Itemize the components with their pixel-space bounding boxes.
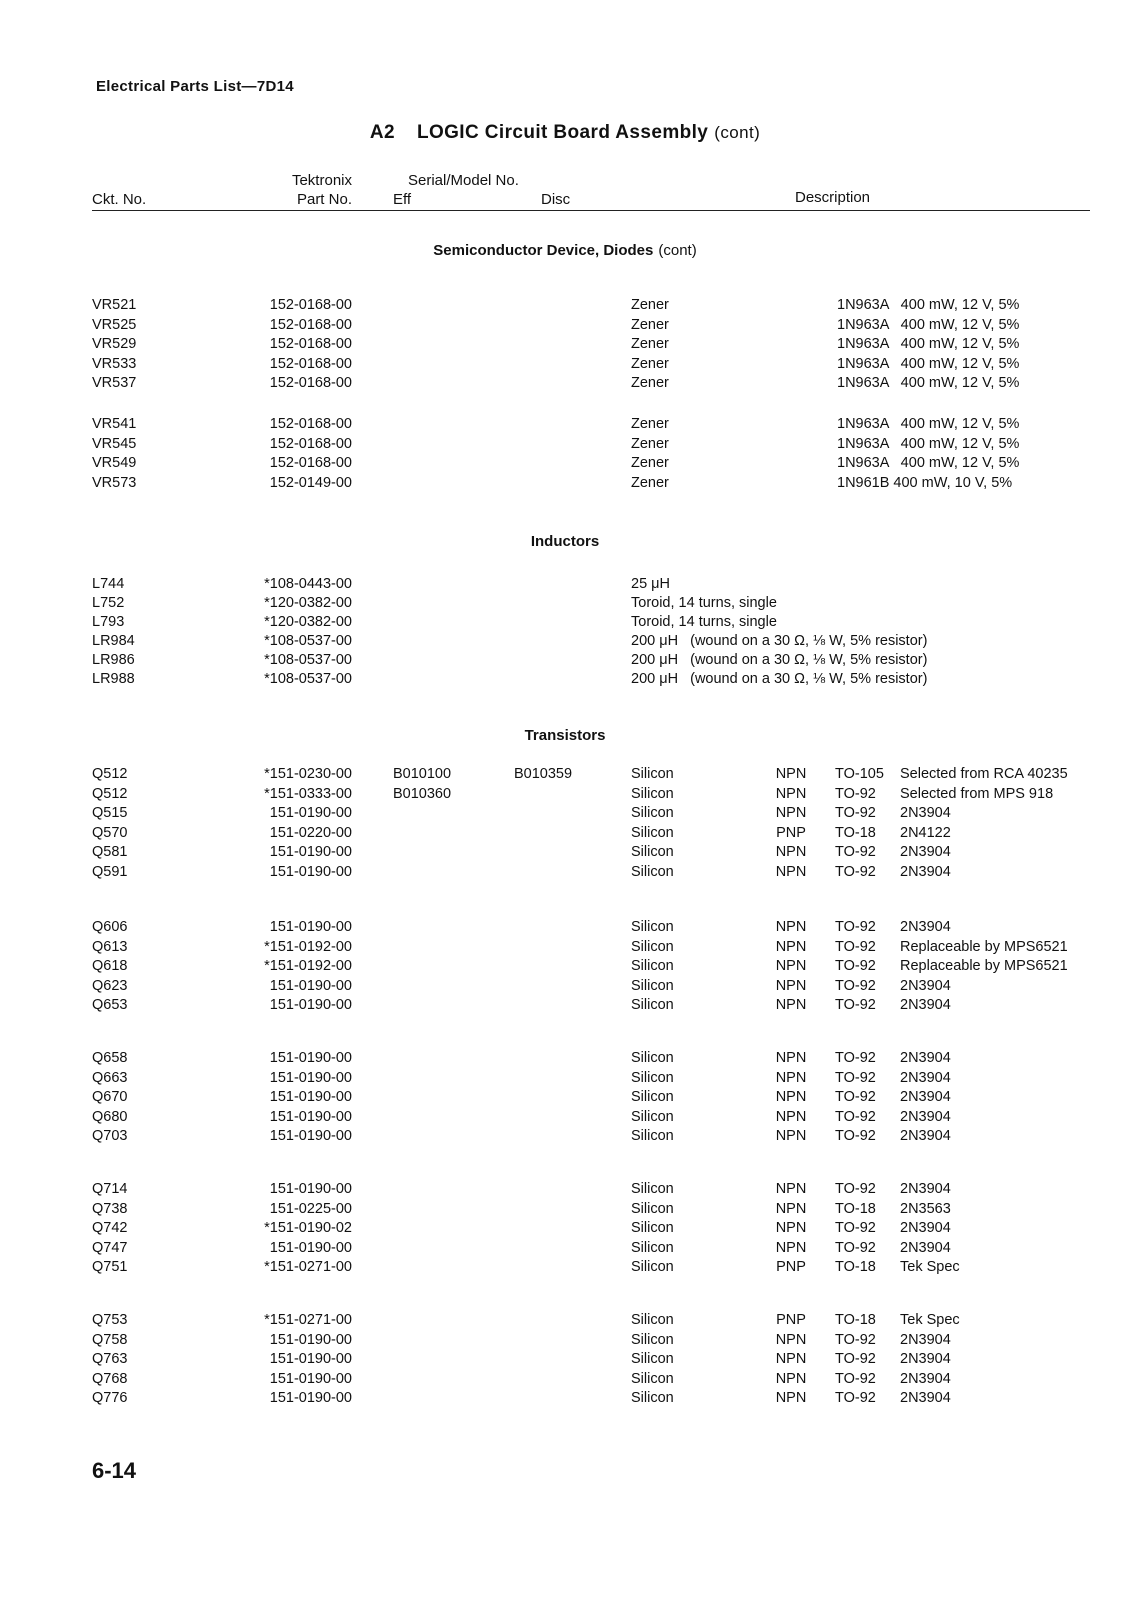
polarity: NPN <box>775 1050 807 1066</box>
part-number: 151-0190-00 <box>269 1128 352 1144</box>
part-number: 152-0168-00 <box>269 455 352 471</box>
ckt-number: Q512 <box>92 785 128 802</box>
device-type: Zener <box>631 297 669 313</box>
diodes-title-text: Semiconductor Device, Diodes <box>433 242 654 259</box>
part-number: 151-0190-00 <box>269 1069 352 1086</box>
part-number: 151-0190-00 <box>269 1370 352 1387</box>
transistor-description: Selected from RCA 40235 <box>900 766 1068 782</box>
polarity: NPN <box>775 805 807 821</box>
part-number: 151-0190-00 <box>269 1108 352 1125</box>
device-type: Zener <box>631 355 669 372</box>
ckt-number: Q606 <box>92 919 128 935</box>
ckt-number: L793 <box>92 614 125 630</box>
section-title-inductors: Inductors <box>530 533 600 550</box>
transistor-description: 2N3904 <box>900 1089 951 1105</box>
diode-row <box>0 373 1130 393</box>
inductor-row <box>0 669 1130 689</box>
ckt-number: VR549 <box>92 455 137 471</box>
material: Silicon <box>631 1370 674 1387</box>
ckt-number: Q512 <box>92 766 128 782</box>
col-header-tek-2: Part No. <box>296 191 352 208</box>
device-spec: 1N963A 400 mW, 12 V, 5% <box>837 336 1020 352</box>
transistor-row <box>0 1310 1130 1330</box>
polarity: NPN <box>775 766 807 782</box>
ckt-number: Q618 <box>92 958 128 974</box>
part-number: 152-0168-00 <box>269 435 352 452</box>
material: Silicon <box>631 938 674 955</box>
package: TO-92 <box>835 844 876 860</box>
ckt-number: Q613 <box>92 938 128 955</box>
part-number: *108-0443-00 <box>264 576 352 592</box>
ckt-number: VR545 <box>92 435 137 452</box>
transistor-description: 2N3904 <box>900 1331 951 1348</box>
package: TO-92 <box>835 1050 876 1066</box>
polarity: NPN <box>775 1069 807 1086</box>
ckt-number: Q742 <box>92 1220 128 1236</box>
diodes-title-cont: (cont) <box>658 242 697 259</box>
part-number: *151-0230-00 <box>264 766 352 782</box>
header-rule <box>92 210 1090 211</box>
transistor-description: Tek Spec <box>900 1259 960 1275</box>
ckt-number: Q591 <box>92 863 128 880</box>
material: Silicon <box>631 1089 674 1105</box>
device-spec: 1N963A 400 mW, 12 V, 5% <box>837 416 1020 432</box>
transistor-row <box>0 1048 1130 1068</box>
ckt-number: LR986 <box>92 652 135 668</box>
transistor-description: 2N3904 <box>900 997 951 1013</box>
transistor-row <box>0 803 1130 823</box>
diode-row <box>0 453 1130 473</box>
ckt-number: L752 <box>92 595 125 611</box>
part-number: 152-0168-00 <box>269 297 352 313</box>
package: TO-18 <box>835 1312 876 1328</box>
diode-row <box>0 334 1130 354</box>
inductor-row <box>0 631 1130 651</box>
ckt-number: L744 <box>92 576 125 592</box>
transistor-description: 2N3904 <box>900 844 951 860</box>
polarity: PNP <box>776 1259 806 1275</box>
serial-disc: B010359 <box>514 766 573 782</box>
material: Silicon <box>631 1200 674 1217</box>
ckt-number: Q751 <box>92 1259 128 1275</box>
transistor-description: 2N3904 <box>900 1220 951 1236</box>
transistor-row <box>0 823 1130 843</box>
part-number: 151-0190-00 <box>269 805 352 821</box>
transistor-description: 2N3904 <box>900 977 951 994</box>
ckt-number: LR984 <box>92 633 135 649</box>
package: TO-92 <box>835 863 876 880</box>
material: Silicon <box>631 1220 674 1236</box>
transistor-row <box>0 995 1130 1015</box>
package: TO-92 <box>835 1331 876 1348</box>
ckt-number: Q776 <box>92 1390 128 1406</box>
package: TO-92 <box>835 1089 876 1105</box>
material: Silicon <box>631 1331 674 1348</box>
part-number: *151-0192-00 <box>264 938 352 955</box>
device-type: Zener <box>631 435 669 452</box>
part-number: 152-0168-00 <box>269 316 352 333</box>
page-number: 6-14 <box>92 1458 137 1483</box>
serial-eff: B010360 <box>393 785 452 802</box>
inductor-row <box>0 593 1130 613</box>
package: TO-92 <box>835 1390 876 1406</box>
transistor-description: 2N3904 <box>900 1108 951 1125</box>
material: Silicon <box>631 1050 674 1066</box>
ckt-number: Q623 <box>92 977 128 994</box>
polarity: NPN <box>775 1331 807 1348</box>
ckt-number: Q714 <box>92 1181 128 1197</box>
page-title <box>0 122 1130 144</box>
transistor-row <box>0 1257 1130 1277</box>
inductor-row <box>0 650 1130 670</box>
polarity: NPN <box>775 1089 807 1105</box>
device-type: Zener <box>631 375 669 391</box>
package: TO-92 <box>835 997 876 1013</box>
inductor-description: 25 μH <box>631 576 670 592</box>
device-spec: 1N963A 400 mW, 12 V, 5% <box>837 455 1020 471</box>
package: TO-92 <box>835 919 876 935</box>
transistor-row <box>0 1238 1130 1258</box>
transistor-row <box>0 956 1130 976</box>
ckt-number: Q581 <box>92 844 128 860</box>
polarity: NPN <box>775 1108 807 1125</box>
ckt-number: LR988 <box>92 671 135 687</box>
part-number: 151-0225-00 <box>269 1200 352 1217</box>
serial-eff: B010100 <box>393 766 452 782</box>
part-number: 151-0190-00 <box>269 1181 352 1197</box>
transistor-description: 2N3563 <box>900 1200 951 1217</box>
material: Silicon <box>631 958 674 974</box>
polarity: NPN <box>775 1200 807 1217</box>
transistor-row <box>0 842 1130 862</box>
transistor-row <box>0 917 1130 937</box>
part-number: 151-0190-00 <box>269 997 352 1013</box>
inductor-description: 200 μH (wound on a 30 Ω, ⅛ W, 5% resistor) <box>631 633 928 649</box>
material: Silicon <box>631 1351 674 1367</box>
title-cont: (cont) <box>714 123 761 142</box>
part-number: 151-0190-00 <box>269 1351 352 1367</box>
transistor-description: Replaceable by MPS6521 <box>900 958 1068 974</box>
package: TO-92 <box>835 1351 876 1367</box>
col-header-tek-1: Tektronix <box>291 172 352 189</box>
package: TO-92 <box>835 977 876 994</box>
part-number: *108-0537-00 <box>264 671 352 687</box>
transistor-row <box>0 764 1130 784</box>
material: Silicon <box>631 824 674 841</box>
material: Silicon <box>631 1069 674 1086</box>
part-number: 152-0168-00 <box>269 336 352 352</box>
package: TO-18 <box>835 1259 876 1275</box>
device-spec: 1N963A 400 mW, 12 V, 5% <box>837 435 1020 452</box>
transistor-description: 2N3904 <box>900 1128 951 1144</box>
inductor-row <box>0 612 1130 632</box>
polarity: NPN <box>775 1370 807 1387</box>
device-type: Zener <box>631 336 669 352</box>
polarity: PNP <box>776 1312 806 1328</box>
polarity: NPN <box>775 1181 807 1197</box>
transistor-description: 2N4122 <box>900 824 951 841</box>
polarity: NPN <box>775 785 807 802</box>
ckt-number: Q658 <box>92 1050 128 1066</box>
diode-row <box>0 473 1130 493</box>
part-number: 152-0168-00 <box>269 355 352 372</box>
part-number: 151-0220-00 <box>269 824 352 841</box>
diode-row <box>0 295 1130 315</box>
transistor-row <box>0 1068 1130 1088</box>
ckt-number: Q763 <box>92 1351 128 1367</box>
material: Silicon <box>631 919 674 935</box>
transistor-description: Replaceable by MPS6521 <box>900 938 1068 955</box>
part-number: 151-0190-00 <box>269 863 352 880</box>
ckt-number: VR529 <box>92 336 137 352</box>
device-spec: 1N963A 400 mW, 12 V, 5% <box>837 316 1020 333</box>
transistor-row <box>0 1126 1130 1146</box>
transistor-row <box>0 1179 1130 1199</box>
package: TO-92 <box>835 958 876 974</box>
ckt-number: Q753 <box>92 1312 128 1328</box>
transistor-description: 2N3904 <box>900 919 951 935</box>
diode-row <box>0 315 1130 335</box>
device-spec: 1N963A 400 mW, 12 V, 5% <box>837 375 1020 391</box>
assembly-id: A2 <box>369 122 395 143</box>
ckt-number: VR521 <box>92 297 137 313</box>
polarity: NPN <box>775 919 807 935</box>
polarity: NPN <box>775 1351 807 1367</box>
transistor-description: 2N3904 <box>900 1181 951 1197</box>
material: Silicon <box>631 977 674 994</box>
transistor-description: 2N3904 <box>900 863 951 880</box>
polarity: NPN <box>775 997 807 1013</box>
package: TO-92 <box>835 1220 876 1236</box>
material: Silicon <box>631 1128 674 1144</box>
transistor-row <box>0 862 1130 882</box>
ckt-number: VR533 <box>92 355 137 372</box>
transistor-row <box>0 784 1130 804</box>
device-type: Zener <box>631 316 669 333</box>
polarity: NPN <box>775 977 807 994</box>
polarity: NPN <box>775 863 807 880</box>
part-number: 151-0190-00 <box>269 844 352 860</box>
package: TO-18 <box>835 1200 876 1217</box>
ckt-number: VR525 <box>92 316 137 333</box>
transistor-description: 2N3904 <box>900 805 951 821</box>
ckt-number: Q747 <box>92 1239 128 1256</box>
material: Silicon <box>631 1259 674 1275</box>
transistor-description: Tek Spec <box>900 1312 960 1328</box>
transistor-row <box>0 1388 1130 1408</box>
part-number: 152-0168-00 <box>269 375 352 391</box>
part-number: *108-0537-00 <box>264 652 352 668</box>
part-number: 151-0190-00 <box>269 1331 352 1348</box>
package: TO-92 <box>835 938 876 955</box>
ckt-number: Q663 <box>92 1069 128 1086</box>
polarity: NPN <box>775 1220 807 1236</box>
package: TO-18 <box>835 824 876 841</box>
part-number: *151-0190-02 <box>264 1220 352 1236</box>
inductor-description: Toroid, 14 turns, single <box>631 614 777 630</box>
transistor-description: Selected from MPS 918 <box>900 785 1054 802</box>
polarity: NPN <box>775 938 807 955</box>
part-number: *120-0382-00 <box>264 595 352 611</box>
diode-row <box>0 434 1130 454</box>
part-number: 151-0190-00 <box>269 1239 352 1256</box>
diode-row <box>0 414 1130 434</box>
material: Silicon <box>631 766 674 782</box>
transistor-row <box>0 1349 1130 1369</box>
device-type: Zener <box>631 416 669 432</box>
transistor-row <box>0 1369 1130 1389</box>
transistor-description: 2N3904 <box>900 1069 951 1086</box>
package: TO-92 <box>835 1370 876 1387</box>
col-header-ckt: Ckt. No. <box>92 191 147 208</box>
device-spec: 1N961B 400 mW, 10 V, 5% <box>837 474 1013 491</box>
col-header-disc: Disc <box>541 191 571 208</box>
polarity: NPN <box>775 1390 807 1406</box>
ckt-number: Q768 <box>92 1370 128 1387</box>
part-number: 151-0190-00 <box>269 1050 352 1066</box>
transistor-row <box>0 976 1130 996</box>
device-spec: 1N963A 400 mW, 12 V, 5% <box>837 297 1020 313</box>
inductor-description: Toroid, 14 turns, single <box>631 595 777 611</box>
ckt-number: Q680 <box>92 1108 128 1125</box>
material: Silicon <box>631 844 674 860</box>
package: TO-92 <box>835 785 876 802</box>
polarity: PNP <box>776 824 806 841</box>
section-title-diodes <box>0 242 1130 259</box>
transistor-row <box>0 937 1130 957</box>
part-number: *151-0271-00 <box>264 1259 352 1275</box>
section-title-transistors: Transistors <box>524 727 606 744</box>
transistor-description: 2N3904 <box>900 1390 951 1406</box>
transistor-description: 2N3904 <box>900 1050 951 1066</box>
diode-row <box>0 354 1130 374</box>
part-number: 151-0190-00 <box>269 919 352 935</box>
part-number: 151-0190-00 <box>269 1390 352 1406</box>
material: Silicon <box>631 1239 674 1256</box>
material: Silicon <box>631 1312 674 1328</box>
inductor-description: 200 μH (wound on a 30 Ω, ⅛ W, 5% resistor) <box>631 652 928 668</box>
package: TO-92 <box>835 1069 876 1086</box>
polarity: NPN <box>775 844 807 860</box>
part-number: *151-0271-00 <box>264 1312 352 1328</box>
transistor-row <box>0 1199 1130 1219</box>
ckt-number: VR573 <box>92 474 137 491</box>
ckt-number: Q703 <box>92 1128 128 1144</box>
ckt-number: Q738 <box>92 1200 128 1217</box>
transistor-row <box>0 1107 1130 1127</box>
package: TO-92 <box>835 1239 876 1256</box>
ckt-number: VR541 <box>92 416 137 432</box>
material: Silicon <box>631 805 674 821</box>
ckt-number: Q670 <box>92 1089 128 1105</box>
transistor-description: 2N3904 <box>900 1351 951 1367</box>
part-number: 152-0149-00 <box>269 474 352 491</box>
ckt-number: Q653 <box>92 997 128 1013</box>
material: Silicon <box>631 1108 674 1125</box>
part-number: 151-0190-00 <box>269 1089 352 1105</box>
material: Silicon <box>631 1390 674 1406</box>
transistor-row <box>0 1087 1130 1107</box>
device-spec: 1N963A 400 mW, 12 V, 5% <box>837 355 1020 372</box>
material: Silicon <box>631 863 674 880</box>
package: TO-92 <box>835 1108 876 1125</box>
inductor-row <box>0 574 1130 594</box>
package: TO-92 <box>835 1181 876 1197</box>
col-header-eff: Eff <box>393 191 412 208</box>
polarity: NPN <box>775 1239 807 1256</box>
inductor-description: 200 μH (wound on a 30 Ω, ⅛ W, 5% resistor) <box>631 671 928 687</box>
transistor-description: 2N3904 <box>900 1239 951 1256</box>
package: TO-92 <box>835 805 876 821</box>
running-head: Electrical Parts List—7D14 <box>96 78 294 95</box>
part-number: *151-0192-00 <box>264 958 352 974</box>
assembly-name: LOGIC Circuit Board Assembly <box>416 122 709 143</box>
part-number: *151-0333-00 <box>264 785 352 802</box>
package: TO-105 <box>835 766 884 782</box>
part-number: 152-0168-00 <box>269 416 352 432</box>
material: Silicon <box>631 1181 674 1197</box>
polarity: NPN <box>775 1128 807 1144</box>
part-number: 151-0190-00 <box>269 977 352 994</box>
col-header-description: Description <box>795 189 871 206</box>
material: Silicon <box>631 785 674 802</box>
material: Silicon <box>631 997 674 1013</box>
part-number: *108-0537-00 <box>264 633 352 649</box>
ckt-number: Q570 <box>92 824 128 841</box>
device-type: Zener <box>631 474 669 491</box>
package: TO-92 <box>835 1128 876 1144</box>
device-type: Zener <box>631 455 669 471</box>
transistor-description: 2N3904 <box>900 1370 951 1387</box>
polarity: NPN <box>775 958 807 974</box>
col-header-serial: Serial/Model No. <box>408 172 519 189</box>
transistor-row <box>0 1218 1130 1238</box>
ckt-number: VR537 <box>92 375 137 391</box>
transistor-row <box>0 1330 1130 1350</box>
part-number: *120-0382-00 <box>264 614 352 630</box>
ckt-number: Q758 <box>92 1331 128 1348</box>
ckt-number: Q515 <box>92 805 128 821</box>
